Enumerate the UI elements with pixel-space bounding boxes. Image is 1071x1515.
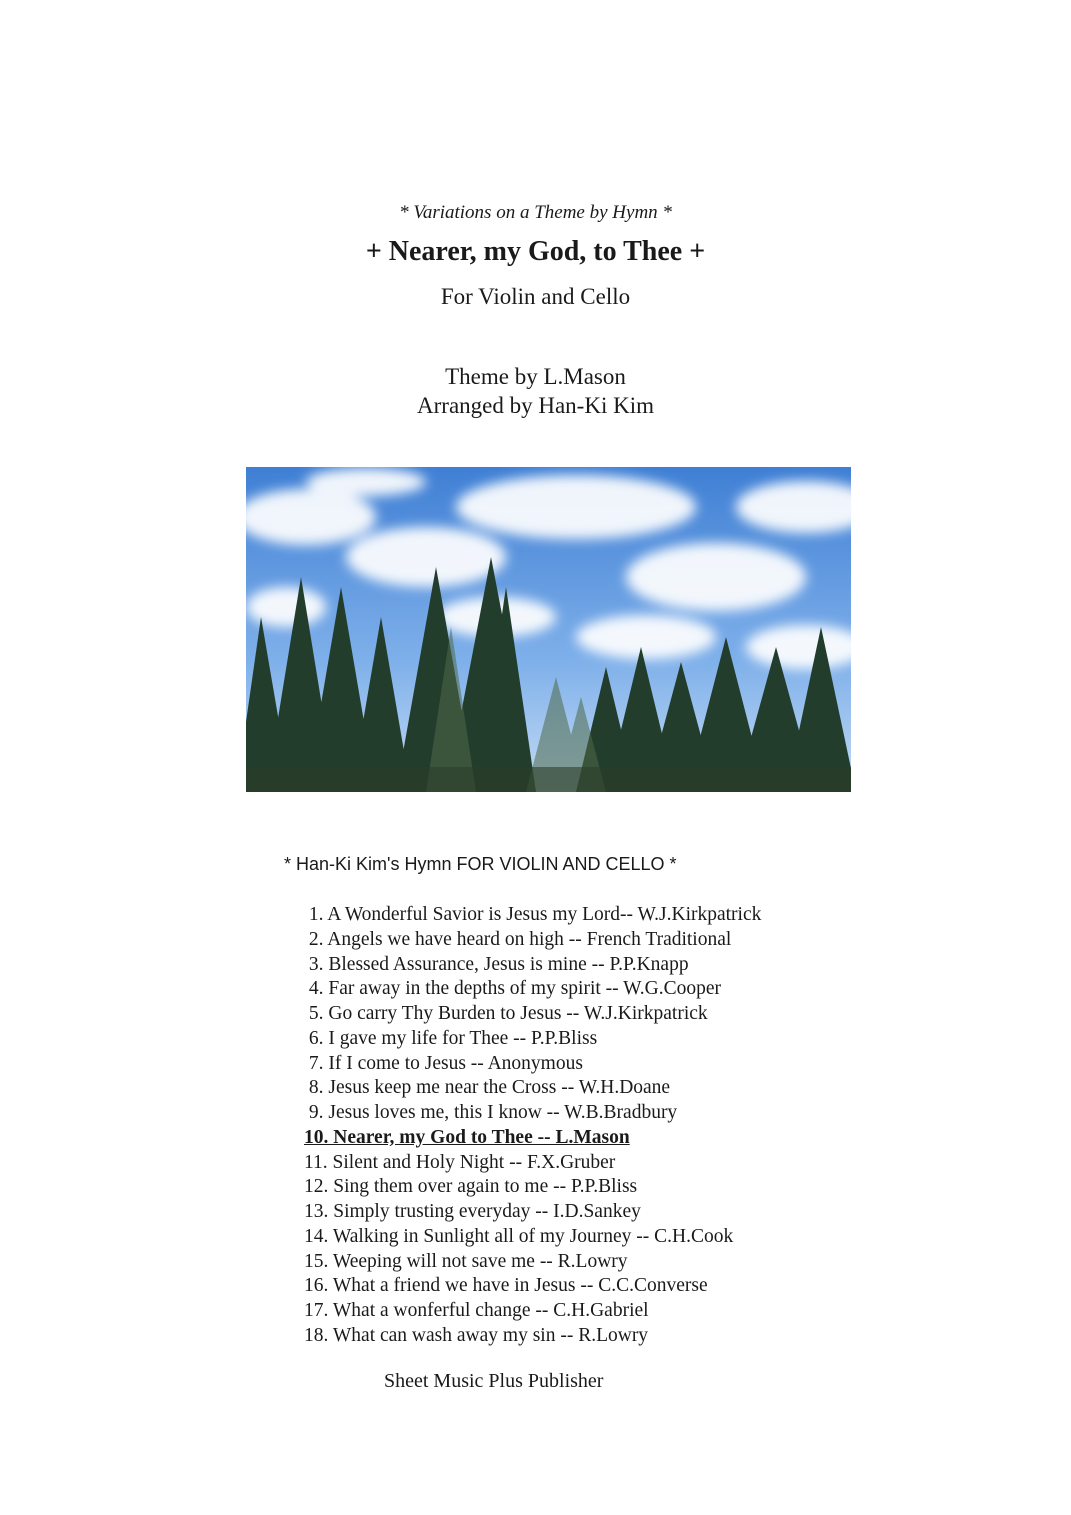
list-item-current: 10. Nearer, my God to Thee -- L.Mason: [304, 1126, 630, 1148]
list-item: 15. Weeping will not save me -- R.Lowry: [304, 1250, 628, 1272]
theme-credit: Theme by L.Mason: [445, 364, 626, 389]
collection-heading: * Han-Ki Kim's Hymn FOR VIOLIN AND CELLO *: [284, 854, 677, 874]
list-item: 13. Simply trusting everyday -- I.D.Sankey: [304, 1201, 641, 1222]
arranger-credit: Arranged by Han-Ki Kim: [417, 393, 654, 418]
forest-sky-photo-icon: [246, 467, 851, 792]
list-item: 12. Sing them over again to me -- P.P.Bliss: [304, 1176, 638, 1198]
publisher: Sheet Music Plus Publisher: [384, 1370, 604, 1392]
list-item: 7. If I come to Jesus -- Anonymous: [304, 1052, 583, 1074]
list-item: 5. Go carry Thy Burden to Jesus -- W.J.Kirkpatrick: [304, 1003, 708, 1024]
list-item: 1. A Wonderful Savior is Jesus my Lord-- W.J.Kirkpatrick: [304, 904, 762, 925]
list-item: 4. Far away in the depths of my spirit -- W.G.Cooper: [304, 978, 722, 1000]
list-item: 8. Jesus keep me near the Cross -- W.H.Doane: [304, 1077, 671, 1099]
list-item: 17. What a wonferful change -- C.H.Gabriel: [304, 1300, 649, 1321]
list-item: 16. What a friend we have in Jesus -- C.C.Converse: [304, 1275, 708, 1297]
cover-photo: [246, 467, 851, 792]
list-item: 9. Jesus loves me, this I know -- W.B.Bradbury: [304, 1102, 678, 1123]
series-subtitle: * Variations on a Theme by Hymn *: [399, 202, 672, 223]
list-item: 14. Walking in Sunlight all of my Journey -- C.H.Cook: [304, 1225, 734, 1247]
list-item: 6. I gave my life for Thee -- P.P.Bliss: [304, 1027, 598, 1049]
list-item: 11. Silent and Holy Night -- F.X.Gruber: [304, 1151, 616, 1173]
page-title: + Nearer, my God, to Thee +: [365, 236, 706, 267]
list-item: 2. Angels we have heard on high -- French Traditional: [304, 928, 732, 950]
instrumentation: For Violin and Cello: [440, 284, 631, 309]
hymn-list: [304, 903, 761, 1349]
list-item: 18. What can wash away my sin -- R.Lowry: [304, 1324, 649, 1346]
list-item: 3. Blessed Assurance, Jesus is mine -- P.P.Knapp: [304, 953, 689, 975]
